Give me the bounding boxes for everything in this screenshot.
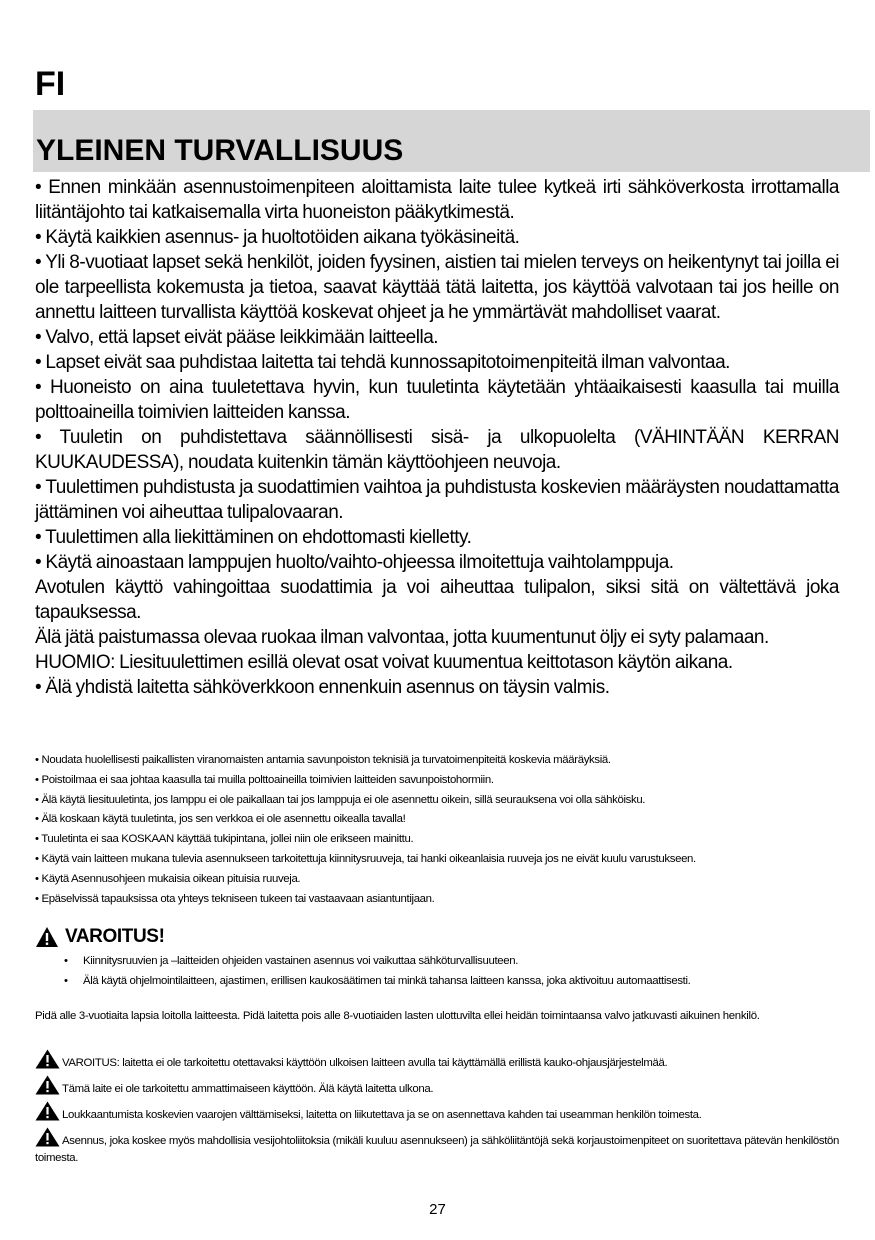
safety-list (35, 175, 839, 700)
note-line (35, 1049, 839, 1072)
safety-item: HUOMIO: Liesituulettimen esillä olevat osat voivat kuumentua keittotason käytön aikana. (35, 652, 733, 673)
safety-item: • Yli 8-vuotiaat lapset sekä henkilöt, joiden fyysinen, aistien tai mielen terveys on heikentynyt tai joilla ei ole tarpeellista kokemusta ja tietoa, saavat käyttää tätä laitetta, jos käyttöä valvotaan tai jos heille on annettu laitteen turvallista käyttöä koskevat ohjeet ja he ymmärtävät mahdolliset vaarat. (35, 252, 839, 323)
warning-item (64, 952, 854, 972)
language-code: FI (35, 65, 66, 103)
small-safety-item: • Käytä vain laitteen mukana tulevia asennukseen tarkoitettuja kiinnitysruuveja, tai hanki oikeanlaisia ruuveja jos ne eivät kuulu varustukseen. (35, 852, 696, 865)
note-text: Asennus, joka koskee myös mahdollisia vesijohtoliitoksia (mikäli kuuluu asennukseen) ja sähköliitäntöjä sekä korjaustoimenpiteet on suoritettava pätevän henkilöstön toimesta. (35, 1135, 839, 1164)
note-text: Loukkaantumista koskevien vaarojen välttämiseksi, laitetta on liikutettava ja se on asennettava kahden tai useamman henkilön toimesta. (62, 1109, 702, 1121)
safety-item: • Käytä ainoastaan lamppujen huolto/vaihto-ohjeessa ilmoitettuja vaihtolamppuja. (35, 552, 674, 573)
safety-item: • Ennen minkään asennustoimenpiteen aloittamista laite tulee kytkeä irti sähköverkosta irrottamalla liitäntäjohto tai katkaisemalla virta huoneiston pääkytkimestä. (35, 177, 839, 223)
bullet: • (64, 974, 68, 987)
safety-item: • Tuulettimen puhdistusta ja suodattimien vaihtoa ja puhdistusta koskevien määräysten noudattamatta jättäminen voi aiheuttaa tulipalovaaran. (35, 477, 839, 523)
small-safety-item: • Älä käytä liesituuletinta, jos lamppu ei ole paikallaan tai jos lamppuja ei ole asennettu oikein, sillä seurauksena voi olla sähköisku. (35, 793, 646, 806)
safety-item: • Huoneisto on aina tuuletettava hyvin, kun tuuletinta käytetään yhtäaikaisesti kaasulla tai muilla polttoaineilla toimivien laitteiden kanssa. (35, 377, 839, 423)
safety-item: • Valvo, että lapset eivät pääse leikkimään laitteella. (35, 327, 439, 348)
safety-item: • Lapset eivät saa puhdistaa laitetta tai tehdä kunnossapitotoimenpiteitä ilman valvontaa. (35, 352, 730, 373)
warning-triangle-icon (35, 1049, 60, 1069)
note-text: Tämä laite ei ole tarkoitettu ammattimaiseen käyttöön. Älä käytä laitetta ulkona. (62, 1083, 434, 1095)
warning-title: VAROITUS! (65, 926, 165, 947)
small-safety-list (35, 751, 845, 909)
safety-item: Avotulen käyttö vahingoittaa suodattimia ja voi aiheuttaa tulipalon, siksi sitä on vältettävä joka tapauksessa. (35, 577, 839, 623)
note-text: VAROITUS: laitetta ei ole tarkoitettu otettavaksi käyttöön ulkoisen laitteen avulla tai käyttämällä erillistä kauko-ohjausjärjestelmää. (62, 1057, 668, 1069)
note-line (35, 1127, 839, 1166)
warning-item-text: Älä käytä ohjelmointilaitteen, ajastimen, erillisen kaukosäätimen tai minkä tahansa laitteen kanssa, joka aktivoituu automaattisesti. (83, 974, 691, 987)
warning-item-text: Kiinnitysruuvien ja –laitteiden ohjeiden vastainen asennus voi vaikuttaa sähköturvallisuuteen. (83, 955, 519, 967)
warning-item (64, 972, 854, 992)
small-safety-item: • Älä koskaan käytä tuuletinta, jos sen verkkoa ei ole asennettu oikealla tavalla! (35, 813, 406, 826)
safety-item: • Älä yhdistä laitetta sähköverkkoon ennenkuin asennus on täysin valmis. (35, 677, 610, 698)
warning-triangle-icon (35, 1075, 60, 1095)
warning-heading (35, 925, 165, 949)
small-safety-item: • Käytä Asennusohjeen mukaisia oikean pituisia ruuveja. (35, 872, 301, 885)
small-safety-item: • Tuuletinta ei saa KOSKAAN käyttää tukipintana, jollei niin ole erikseen mainittu. (35, 833, 414, 846)
small-safety-item: • Poistoilmaa ei saa johtaa kaasulla tai muilla polttoaineilla toimivien laitteiden savunpoistohormiin. (35, 773, 494, 786)
note-line (35, 1075, 839, 1098)
warning-triangle-icon (35, 926, 59, 948)
safety-item: Älä jätä paistumassa olevaa ruokaa ilman valvontaa, jotta kuumentunut öljy ei syty palamaan. (35, 627, 769, 648)
note-line (35, 1101, 839, 1124)
page-number: 27 (429, 1201, 446, 1218)
warning-triangle-icon (35, 1101, 60, 1121)
warning-triangle-icon (35, 1127, 60, 1147)
children-note: Pidä alle 3-vuotiaita lapsia loitolla laitteesta. Pidä laitetta pois alle 8-vuotiaiden lasten ulottuvilta ellei heidän toimintaansa valvo jatkuvasti aikuinen henkilö. (35, 1010, 760, 1022)
safety-item: • Käytä kaikkien asennus- ja huoltotöiden aikana työkäsineitä. (35, 227, 520, 248)
small-safety-item: • Epäselvissä tapauksissa ota yhteys tekniseen tukeen tai vastaavaan asiantuntijaan. (35, 892, 435, 905)
section-title: YLEINEN TURVALLISUUS (36, 134, 404, 167)
bullet: • (64, 955, 68, 967)
safety-item: • Tuulettimen alla liekittäminen on ehdottomasti kielletty. (35, 527, 472, 548)
safety-item: • Tuuletin on puhdistettava säännöllisesti sisä- ja ulkopuolelta (VÄHINTÄÄN KERRAN KUUKAUDESSA), noudata kuitenkin tämän käyttöohjeen neuvoja. (35, 427, 839, 473)
warning-list (64, 952, 854, 991)
small-safety-item: • Noudata huolellisesti paikallisten viranomaisten antamia savunpoiston teknisiä ja turvatoimenpiteitä koskevia määräyksiä. (35, 754, 611, 766)
